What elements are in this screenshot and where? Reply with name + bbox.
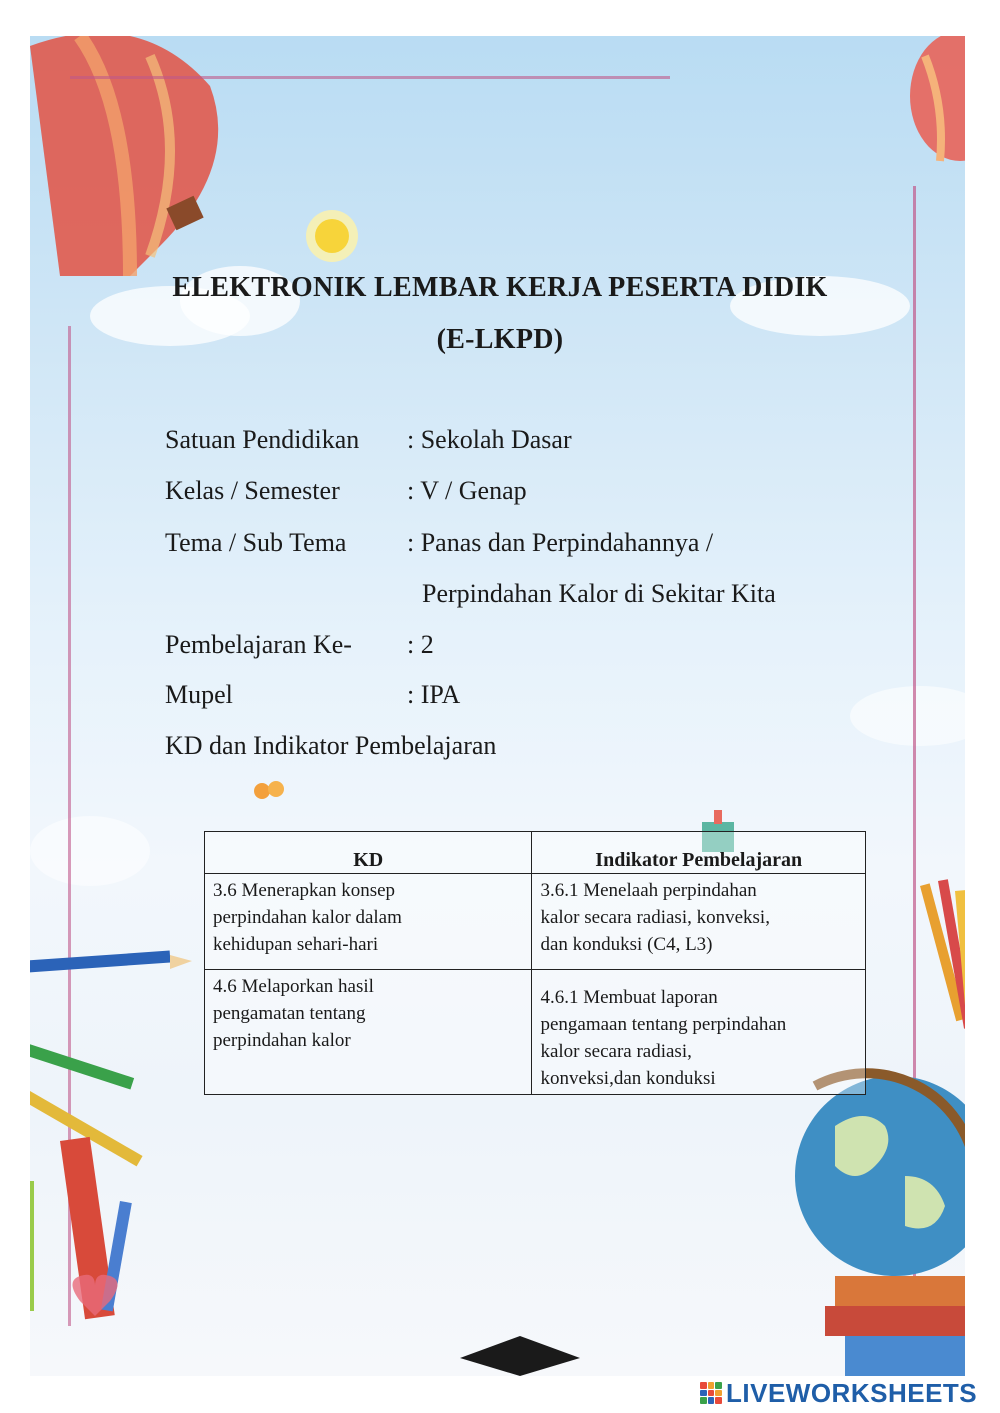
cell-line: kalor secara radiasi, konveksi, <box>540 907 770 928</box>
table-cell-indikator <box>532 970 866 1095</box>
cell-line: 3.6 Menerapkan konsep <box>213 880 396 901</box>
info-label: Mupel <box>165 680 233 709</box>
table-header-kd: KD <box>205 832 532 874</box>
info-label: Tema / Sub Tema <box>165 528 347 557</box>
info-label: Pembelajaran Ke- <box>165 630 352 659</box>
cell-line: konveksi,dan konduksi <box>540 1068 716 1089</box>
info-label: Kelas / Semester <box>165 476 340 505</box>
info-value: : V / Genap <box>407 476 527 505</box>
cloud-decoration <box>850 686 965 746</box>
cell-line: 4.6.1 Membuat laporan <box>540 987 718 1008</box>
info-value: : IPA <box>407 680 461 709</box>
hot-air-balloon-icon <box>905 36 965 176</box>
graduation-cap-icon <box>460 1336 580 1376</box>
liveworksheets-logo-icon <box>700 1382 722 1404</box>
table-cell-kd <box>205 874 532 970</box>
kd-section-title: KD dan Indikator Pembelajaran <box>165 731 497 760</box>
sun-icon <box>302 206 362 266</box>
frame-top-line <box>70 76 670 79</box>
cell-line: 4.6 Melaporkan hasil <box>213 976 374 997</box>
cell-line: perpindahan kalor <box>213 1030 351 1051</box>
flower-icon <box>252 778 288 804</box>
info-value: : 2 <box>407 630 434 659</box>
cell-line: 3.6.1 Menelaah perpindahan <box>540 880 757 901</box>
info-value: : Sekolah Dasar <box>407 425 572 454</box>
cell-line: kalor secara radiasi, <box>540 1041 692 1062</box>
table-row <box>205 874 866 970</box>
globe-icon <box>775 1046 965 1376</box>
info-value: : Panas dan Perpindahannya / <box>407 528 714 557</box>
cell-line: pengamaan tentang perpindahan <box>540 1014 787 1035</box>
kd-indikator-table <box>204 831 866 1095</box>
info-label: Satuan Pendidikan <box>165 425 360 454</box>
pencils-icon <box>30 941 220 1341</box>
table-cell-kd <box>205 970 532 1095</box>
table-cell-indikator <box>532 874 866 970</box>
table-header-row <box>205 832 866 874</box>
liveworksheets-brand[interactable] <box>700 1378 977 1408</box>
table-row <box>205 970 866 1095</box>
cloud-decoration <box>30 816 150 886</box>
table-header-indikator: Indikator Pembelajaran <box>532 832 866 874</box>
cell-line: perpindahan kalor dalam <box>213 907 402 928</box>
colored-pencils-icon <box>910 876 965 1036</box>
document-subtitle: (E-LKPD) <box>436 324 564 355</box>
brand-text: LIVEWORKSHEETS <box>726 1377 978 1408</box>
document-title: ELEKTRONIK LEMBAR KERJA PESERTA DIDIK <box>172 272 828 303</box>
cell-line: pengamatan tentang <box>213 1003 366 1024</box>
info-value: Perpindahan Kalor di Sekitar Kita <box>422 579 776 608</box>
cell-line: kehidupan sehari-hari <box>213 934 379 955</box>
cell-line: dan konduksi (C4, L3) <box>540 934 713 955</box>
